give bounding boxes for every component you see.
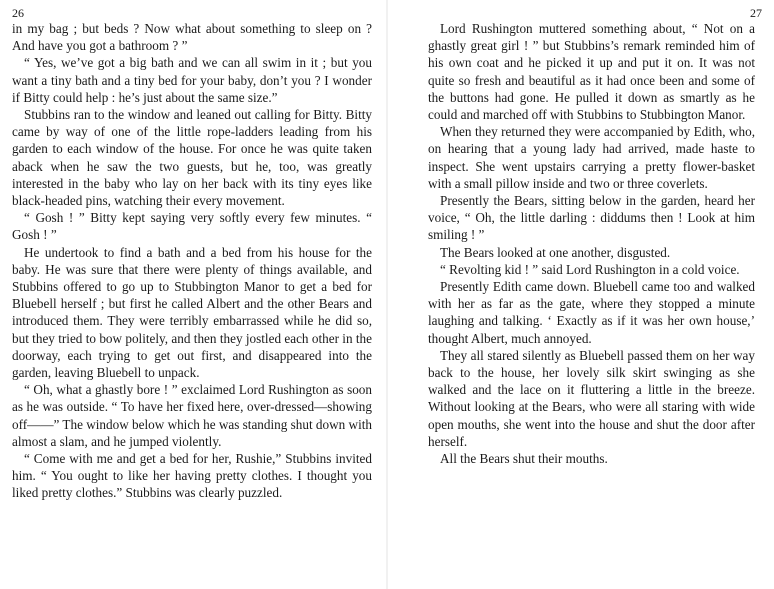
paragraph: Lord Rushington muttered something about, “ Not on a ghastly great girl ! ” but Stubbins’s remark reminded him of his own coat and he picked it up and put it on. It was not quite so fresh and beautiful as it had once been and some of the buttons had gone. He pulled it down as smartly as he could and marched off with Stubbins to Stubbington Manor.: [428, 21, 755, 123]
paragraph: “ Yes, we’ve got a big bath and we can all swim in it ; but you want a tiny bath and a tiny bed for your baby, don’t you ? I wonder if Bitty could help : he’s just about the same size.”: [12, 55, 372, 105]
page-number: 27: [750, 6, 762, 20]
paragraph: “ Oh, what a ghastly bore ! ” exclaimed Lord Rushington as soon as he was outside. “ To have her fixed here, over-dressed—showing off——” The window below which he was standing shut down with almost a slam, and he jumped violently.: [12, 382, 372, 449]
paragraph: “ Gosh ! ” Bitty kept saying very softly every few minutes. “ Gosh ! ”: [12, 210, 372, 243]
paragraph: “ Revolting kid ! ” said Lord Rushington in a cold voice.: [440, 261, 740, 277]
page-body: [12, 20, 372, 502]
page-number: 26: [12, 6, 24, 20]
paragraph: in my bag ; but beds ? Now what about something to sleep on ? And have you got a bathroom ? ”: [12, 21, 372, 54]
paragraph: Presently Edith came down. Bluebell came too and walked with her as far as the gate, where they stopped a minute laughing and talking. ‘ Exactly as if it was her own house,’ thought Albert, much annoyed.: [428, 279, 755, 346]
right-page: [388, 0, 774, 589]
page-body: [428, 20, 755, 467]
paragraph: “ Come with me and get a bed for her, Rushie,” Stubbins invited him. “ You ought to like her having pretty clothes. I thought you liked pretty clothes.” Stubbins was clearly puzzled.: [12, 451, 372, 501]
paragraph: Stubbins ran to the window and leaned out calling for Bitty. Bitty came by way of one of the little rope-ladders leading from his garden to each window of the house. For once he was quite taken aback when he saw the two guests, but he, too, was greatly interested in the baby who lay on her back with its tiny eyes like black-headed pins, watching their every movement.: [12, 107, 372, 209]
paragraph: When they returned they were accompanied by Edith, who, on hearing that a young lady had arrived, made haste to inspect. She went upstairs carrying a pretty flower-basket with a small pillow inside and two or three coverlets.: [428, 124, 755, 191]
paragraph: They all stared silently as Bluebell passed them on her way back to the house, her lovely silk skirt swinging as she walked and the lace on it fluttering a little in the breeze. Without looking at the Bears, who were all staring with wide open mouths, she went into the house and shut the door after herself.: [428, 347, 755, 449]
paragraph: Presently the Bears, sitting below in the garden, heard her voice, “ Oh, the little darling : diddums then ! Look at him smiling ! ”: [428, 193, 755, 243]
paragraph: All the Bears shut their mouths.: [440, 451, 608, 467]
paragraph: The Bears looked at one another, disgusted.: [440, 244, 671, 260]
paragraph: He undertook to find a bath and a bed from his house for the baby. He was sure that there were plenty of things available, and Stubbins offered to go up to Stubbington Manor to get a bed for Bluebell herself ; but first he called Albert and the other Bears and introduced them. They were terribly embarrassed while he did so, but they tried to bow politely, and then they jostled each other in the doorway, each trying to get out first, and disappeared into the garden, leaving Bluebell to unpack.: [12, 244, 372, 381]
